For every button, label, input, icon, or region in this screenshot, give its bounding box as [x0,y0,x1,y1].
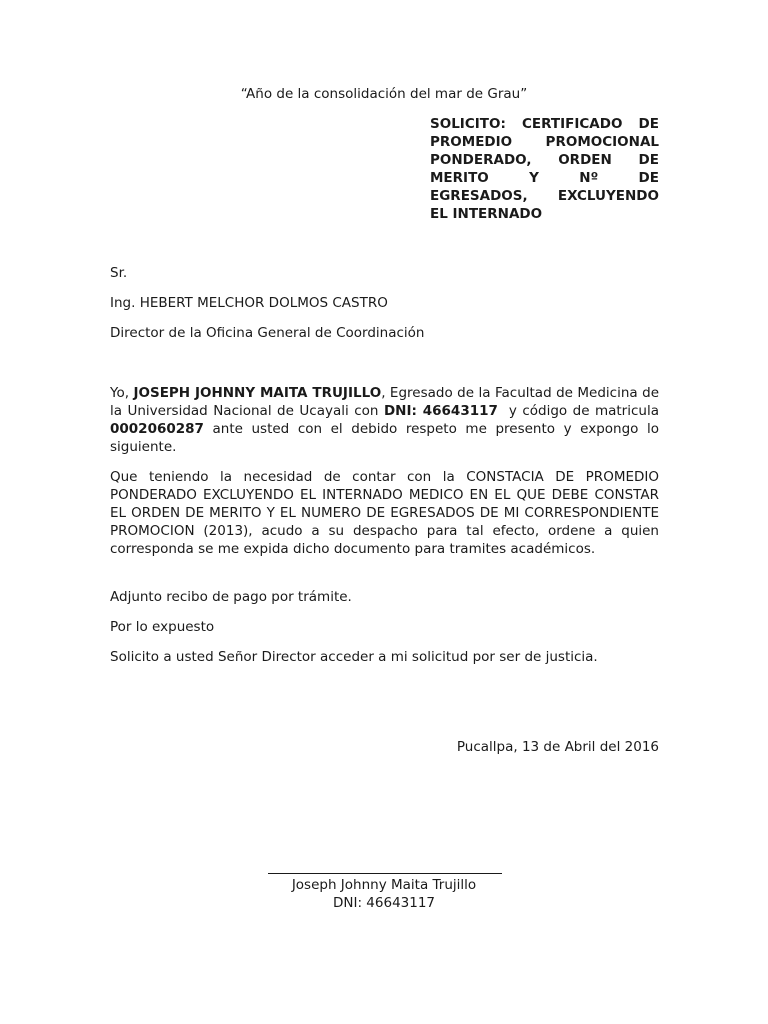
intro-text: y código de matricula [497,403,664,419]
subject-line: EGRESADOS, EXCLUYENDO [430,188,659,204]
intro-text: Yo, [110,385,134,401]
date-line: Pucallpa, 13 de Abril del 2016 [456,739,659,755]
subject-line: SOLICITO: CERTIFICADO DE [430,116,659,132]
addressee-position: Director de la Oficina General de Coordinación [110,325,425,341]
closing-line: Por lo expuesto [110,619,215,635]
closing-request: Solicito a usted Señor Director acceder a mi solicitud por ser de justicia. [110,649,598,665]
request-paragraph: Que teniendo la necesidad de contar con la CONSTACIA DE PROMEDIO PONDERADO EXCLUYENDO EL INTERNADO MEDICO EN EL QUE DEBE CONSTAR EL ORDEN DE MERITO Y EL NUMERO DE EGRESADOS DE MI CORRESPONDIENTE PROMOCION (2013), acudo a su despacho para tal efecto, ordene a quien corresponda se me expida dicho documento para tramites académicos. [110,469,659,557]
attachment-line: Adjunto recibo de pago por trámite. [110,589,352,605]
year-motto: “Año de la consolidación del mar de Grau” [240,86,528,102]
signature-name: Joseph Johnny Maita Trujillo [291,877,477,893]
enrollment-code: 0002060287 [110,421,204,437]
addressee-name: Ing. HEBERT MELCHOR DOLMOS CASTRO [110,295,388,311]
intro-text: , Egresado de la Facultad de Medicina de la Universidad Nacional de Ucayali con [110,385,660,419]
applicant-dni: DNI: 46643117 [383,403,498,419]
signature-line [268,873,502,874]
subject-line: PROMEDIO PROMOCIONAL [430,134,659,150]
intro-paragraph [110,384,664,456]
subject-line: MERITO Y Nº DE [430,170,659,186]
addressee-salutation: Sr. [110,265,128,281]
applicant-name: JOSEPH JOHNNY MAITA TRUJILLO [133,385,382,401]
subject-line: PONDERADO, ORDEN DE [430,152,659,168]
subject-block [430,115,659,223]
subject-line: EL INTERNADO [430,206,543,222]
intro-text: ante usted con el debido respeto me presento y expongo lo siguiente. [110,421,659,455]
signature-dni: DNI: 46643117 [332,895,436,911]
